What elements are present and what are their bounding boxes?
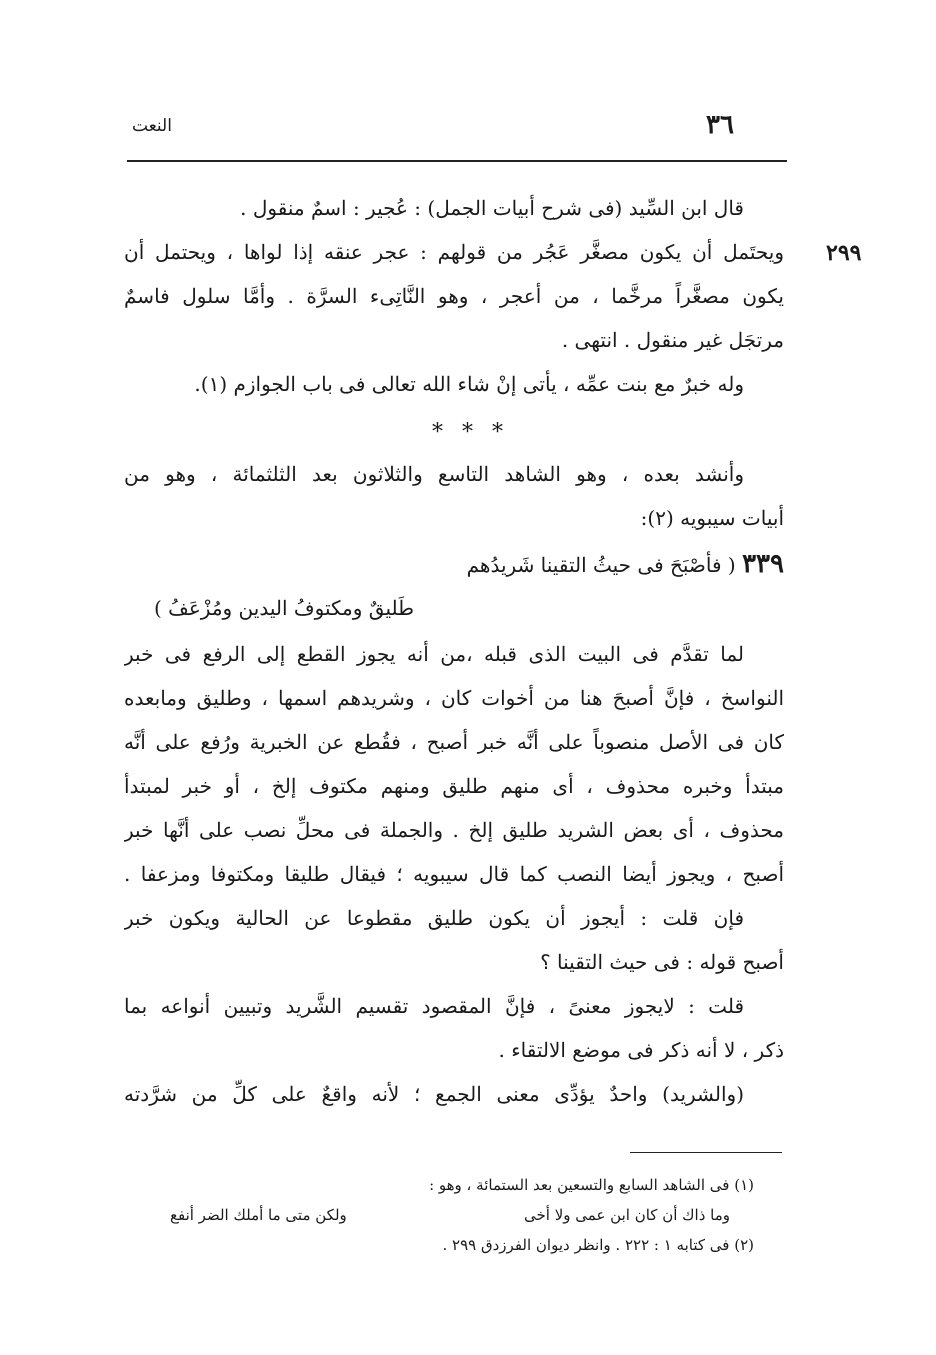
footnote-verse-second: ولكن متى ما أملك الضر أنفع [170,1206,347,1224]
margin-number: ٢٩٩ [826,240,862,266]
text-line: لما تقدَّم فى البيت الذى قبله ،من أنه يجوز القطع إلى الرفع فى خبر [124,642,744,666]
text-line: النواسخ ، فإنَّ أصبحَ هنا من أخوات كان ، وشريدهم اسمها ، وطليق ومابعده [124,686,784,710]
page-number: ٣٦ [706,110,734,140]
verse-number: ٣٣٩ [742,549,784,579]
text-line: أصبح ، ويجوز أيضا النصب كما قال سيبويه ؛ فيقال طليقا ومكتوفا ومزعفا . [124,862,784,886]
paragraph-intro [124,452,784,540]
text-line: مرتجَل غير منقول . انتهى . [561,328,784,352]
text-line: مبتدأ وخبره محذوف ، أى منهم طليق ومنهم مكتوف إلخ ، أو خبر لمبتدأ [124,774,784,798]
text-line: محذوف ، أى بعض الشريد طليق إلخ . والجملة فى محلِّ نصب على أنَّها خبر [124,818,784,842]
text-line: وله خبرٌ مع بنت عمِّه ، يأتى إنْ شاء الله تعالى فى باب الجوازم (١). [194,372,744,396]
text-line: ذكر ، لا أنه ذكر فى موضع الالتقاء . [498,1038,784,1062]
footnote-verse-first: وما ذاك أن كان ابن عمى ولا أخى [524,1206,730,1224]
text-line: أصبح قوله : فى حيث التقينا ؟ [540,950,784,974]
text-line: يكون مصغَّراً مرخَّما ، من أعجر ، وهو النَّاتِىء السرَّة . وأمَّا سلول فاسمٌ [124,284,784,308]
text-line: كان فى الأصل منصوباً على أنَّه خبر أصبح ، فقُطع عن الخبرية ورُفع على أنَّه [124,730,784,754]
running-header-title: النعت [132,116,172,136]
text-line: فإن قلت : أيجوز أن يكون طليق مقطوعا عن الحالية ويكون خبر [124,906,744,930]
section-separator: * * * [432,420,509,445]
footnote-rule [630,1152,782,1153]
verse-first-line [124,542,784,586]
verse-first-hemistich: ( فأصْبَحَ فى حيثُ التقينا شَريدُهم [466,553,736,577]
footnote-1-verse [124,1200,784,1230]
footnotes [124,1170,784,1260]
paragraph-ibn-al-sid [124,186,784,406]
text-line: ويحتَمل أن يكون مصغَّر عَجُر من قولهم : عجر عنقه إذا لواها ، ويحتمل أن [124,240,784,264]
text-line: وأنشد بعده ، وهو الشاهد التاسع والثلاثون بعد الثلثمائة ، وهو من [124,462,744,486]
verse-second-line [124,586,784,630]
text-line: (والشريد) واحدٌ يؤدِّى معنى الجمع ؛ لأنه واقعٌ على كلِّ من شرَّدته [124,1082,744,1106]
footnote-1: (١) فى الشاهد السابع والتسعين بعد الستمائة ، وهو : [429,1176,754,1194]
verse-second-hemistich: طَليقٌ ومكتوفُ اليدين ومُزْعَفُ ) [154,596,415,620]
text-line: قلت : لايجوز معنىً ، فإنَّ المقصود تقسيم الشَّريد وتبيين أنواعه بما [124,994,744,1018]
paragraph-commentary [124,632,784,1116]
header-rule [127,160,787,162]
verse-block [124,542,784,630]
text-line: قال ابن السِّيد (فى شرح أبيات الجمل) : عُجير : اسمٌ منقول . [240,196,744,220]
footnote-2: (٢) فى كتابه ١ : ٢٢٢ . وانظر ديوان الفرزدق ٢٩٩ . [442,1236,754,1254]
text-line: أبيات سيبويه (٢): [640,506,784,530]
